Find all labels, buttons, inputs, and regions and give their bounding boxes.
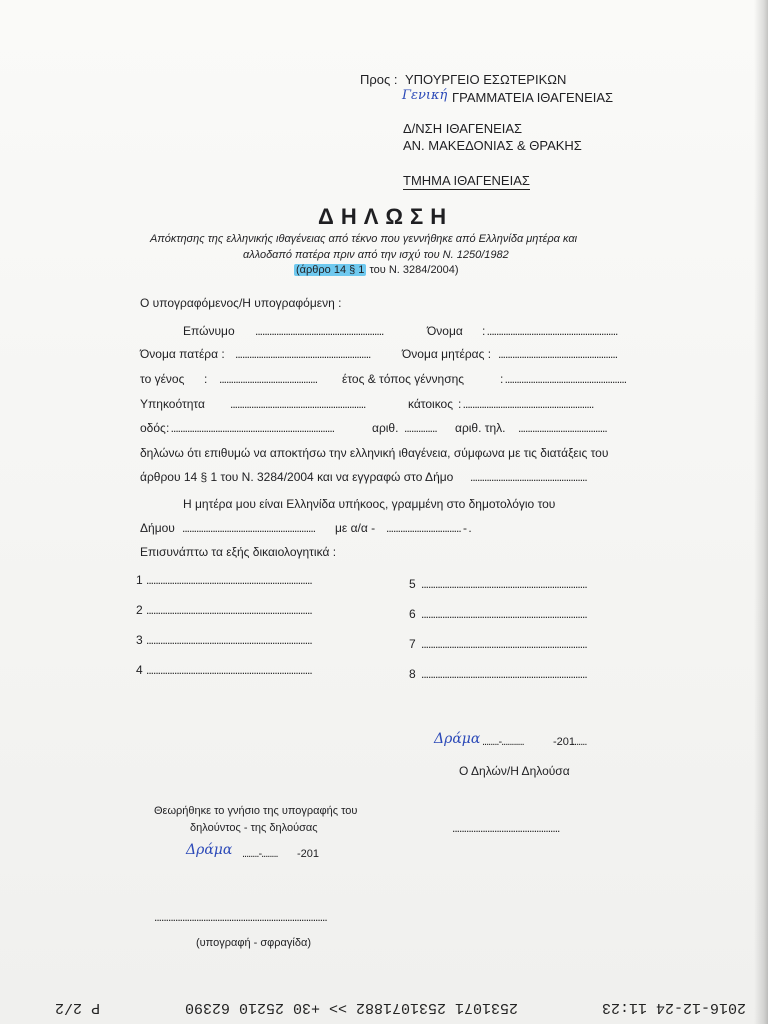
handwritten-place-drama: Δράμα xyxy=(434,731,481,747)
title-subline-1: Απόκτησης της ελληνικής ιθαγένειας από τέκνο που γεννήθηκε από Ελληνίδα μητέρα και xyxy=(150,233,578,245)
residence-label: κάτοικος xyxy=(408,397,454,411)
attachment-number: 7 xyxy=(409,637,416,651)
attachment-number: 4 xyxy=(136,663,143,677)
number-label: αριθ. xyxy=(372,421,399,435)
signature-stamp-label: (υπογραφή - σφραγίδα) xyxy=(196,937,312,949)
serial-number-label: με α/α - xyxy=(335,521,376,535)
recipient-directorate: Δ/ΝΣΗ ΙΘΑΓΕΝΕΙΑΣ xyxy=(403,121,523,136)
phone-field[interactable]: ...................................... xyxy=(518,421,607,435)
mother-name-label: Όνομα μητέρας : xyxy=(402,347,492,361)
certification-line-2: δηλούντος - της δηλούσας xyxy=(190,822,318,834)
surname-label: Επώνυμο xyxy=(183,324,235,338)
street-field[interactable]: : ...................................................................... xyxy=(166,421,335,435)
attachment-field[interactable]: ....................................................................... xyxy=(421,577,587,591)
fax-datetime: 2016-12-24 11:23 xyxy=(601,999,746,1016)
street-label: οδός xyxy=(140,421,166,435)
mother-municipality-field[interactable]: ......................................................... xyxy=(182,521,316,535)
attachment-field[interactable]: ....................................................................... xyxy=(146,633,312,647)
number-field[interactable]: .............. xyxy=(404,421,437,435)
phone-label: αριθ. τηλ. xyxy=(455,421,506,435)
declaration-line-2: άρθρου 14 § 1 του Ν. 3284/2004 και να εγγραφώ στο Δήμο xyxy=(140,470,454,484)
attachments-label: Επισυνάπτω τα εξής δικαιολογητικά : xyxy=(140,545,337,559)
father-name-label: Όνομα πατέρα : xyxy=(140,347,225,361)
attachment-number: 8 xyxy=(409,667,416,681)
recipient-region: ΑΝ. ΜΑΚΕΔΟΝΙΑΣ & ΘΡΑΚΗΣ xyxy=(403,138,582,153)
attachment-field[interactable]: ....................................................................... xyxy=(421,667,587,681)
maiden-name-field[interactable]: .......................................... xyxy=(219,372,318,386)
attachment-number: 1 xyxy=(136,573,143,587)
certification-year: -201 xyxy=(297,848,320,860)
surname-field[interactable]: ....................................................... xyxy=(255,324,384,338)
father-name-field[interactable]: .......................................................... xyxy=(235,347,371,361)
attachment-field[interactable]: ....................................................................... xyxy=(146,603,312,617)
municipality-field[interactable]: .................................................. xyxy=(470,470,587,484)
declarant-signature-field[interactable]: .............................................. xyxy=(452,821,560,835)
citizenship-field[interactable]: .......................................................... xyxy=(230,397,366,411)
name-label: Όνομα xyxy=(427,324,463,338)
municipality-label: Δήμου xyxy=(140,521,175,535)
recipient-ministry: ΥΠΟΥΡΓΕΙΟ ΕΣΩΤΕΡΙΚΩΝ xyxy=(405,72,567,87)
declarant-label: Ο Δηλών/Η Δηλούσα xyxy=(459,764,570,778)
recipient-label: Προς : xyxy=(360,72,398,87)
date-field[interactable]: ........-........... xyxy=(482,736,524,748)
date-year: -201 xyxy=(553,736,576,748)
fax-header-strip xyxy=(0,988,768,1024)
citizenship-label: Υπηκοότητα xyxy=(140,397,205,411)
birth-year-place-label: έτος & τόπος γέννησης xyxy=(342,372,465,386)
handwritten-genikh: Γενική xyxy=(402,88,448,103)
signatory-label: Ο υπογραφόμενος/Η υπογραφόμενη : xyxy=(140,296,342,310)
attachment-field[interactable]: ....................................................................... xyxy=(421,607,587,621)
attachment-number: 3 xyxy=(136,633,143,647)
handwritten-place-drama: Δράμα xyxy=(186,842,233,858)
mother-name-field[interactable]: ................................................... xyxy=(498,347,618,361)
attachment-number: 2 xyxy=(136,603,143,617)
scan-edge-shadow xyxy=(754,0,768,1024)
residence-field[interactable]: : ........................................................ xyxy=(458,397,594,411)
official-signature-field[interactable]: .......................................................................... xyxy=(154,910,327,924)
serial-number-field[interactable]: ................................ - . xyxy=(386,521,471,535)
name-field[interactable]: : ........................................................ xyxy=(482,324,618,338)
declaration-line-1: δηλώνω ότι επιθυμώ να αποκτήσω την ελληνική ιθαγένεια, σύμφωνα με τις διατάξεις του xyxy=(140,446,609,460)
attachment-field[interactable]: ....................................................................... xyxy=(421,637,587,651)
attachment-field[interactable]: ....................................................................... xyxy=(146,663,312,677)
attachment-number: 6 xyxy=(409,607,416,621)
birth-year-place-field[interactable]: : .................................................... xyxy=(500,372,627,386)
certification-date-field[interactable]: ........-........ xyxy=(242,848,278,860)
highlighted-article: (άρθρο 14 § 1 xyxy=(296,264,365,276)
title-subline-3 xyxy=(294,264,459,276)
date-year-field[interactable]: ....... xyxy=(572,736,587,748)
certification-line-1: Θεωρήθηκε το γνήσιο της υπογραφής του xyxy=(154,805,358,817)
law-reference: του Ν. 3284/2004) xyxy=(366,264,459,276)
colon: : xyxy=(204,372,208,386)
fax-numbers: 2531071 2531071882 >> +30 25210 62390 xyxy=(184,999,518,1016)
maiden-name-label: το γένος xyxy=(140,372,185,386)
title-subline-2: αλλοδαπό πατέρα πριν από την ισχύ του Ν. 1250/1982 xyxy=(243,249,509,261)
recipient-department: ΤΜΗΜΑ ΙΘΑΓΕΝΕΙΑΣ xyxy=(403,173,530,188)
fax-page: P 2/2 xyxy=(54,999,100,1016)
recipient-secretariat: ΓΡΑΜΜΑΤΕΙΑ ΙΘΑΓΕΝΕΙΑΣ xyxy=(452,90,614,105)
document-title: ΔΗΛΩΣΗ xyxy=(318,204,454,229)
attachment-field[interactable]: ....................................................................... xyxy=(146,573,312,587)
attachment-number: 5 xyxy=(409,577,416,591)
mother-statement: Η μητέρα μου είναι Ελληνίδα υπήκοος, γραμμένη στο δημοτολόγιο του xyxy=(183,497,556,511)
